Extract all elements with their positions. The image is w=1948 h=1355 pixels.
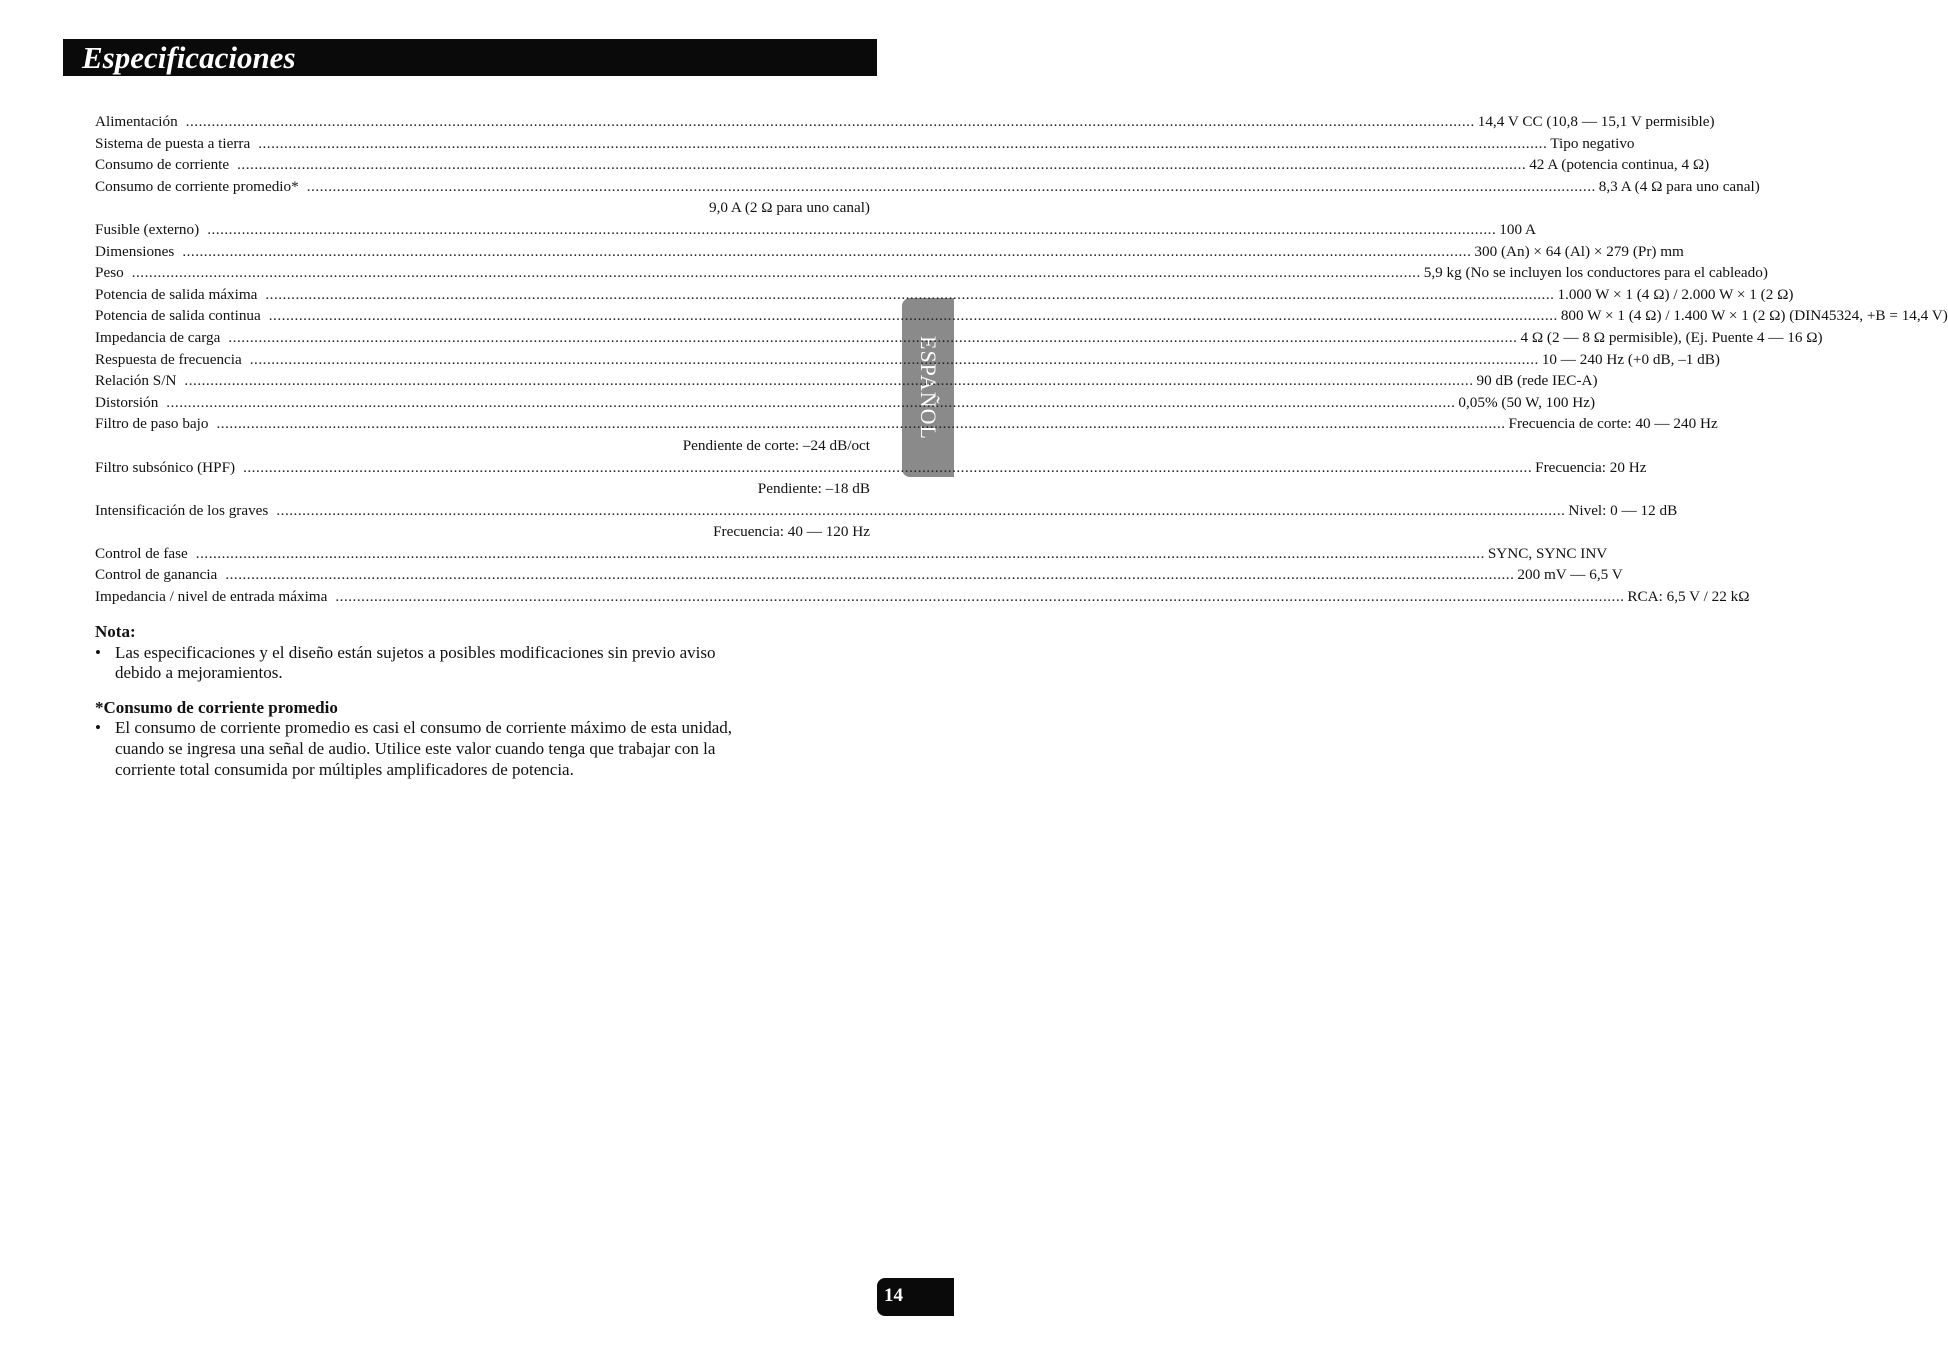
dot-leader: ............................................................................................................................................................................................................................................................................................................ <box>131 264 1421 282</box>
dot-leader: ............................................................................................................................................................................................................................................................................................................ <box>306 177 1596 195</box>
avg-current-text: El consumo de corriente promedio es casi el consumo de corriente máximo de esta unidad, cuando se ingresa una señal de audio. Utilice este valor cuando tenga que trabajar con la corriente total consumida por múltiples amplificadores de potencia. <box>115 718 732 779</box>
spec-label: Dimensiones <box>95 242 175 260</box>
spec-value: 10 — 240 Hz (+0 dB, –1 dB) <box>1541 350 1720 368</box>
dot-leader: ............................................................................................................................................................................................................................................................................................................ <box>184 372 1474 390</box>
spec-label: Fusible (externo) <box>95 220 200 238</box>
spec-label: Potencia de salida máxima <box>95 285 258 303</box>
spec-label: Relación S/N <box>95 372 177 390</box>
spec-label: Impedancia de carga <box>95 328 221 346</box>
spec-row <box>95 197 870 219</box>
spec-value: 5,9 kg (No se incluyen los conductores para el cableado) <box>1423 264 1768 282</box>
spec-row <box>95 413 1718 435</box>
spec-row <box>95 305 1948 327</box>
spec-row <box>95 349 1720 371</box>
dot-leader: ............................................................................................................................................................................................................................................................................................................ <box>243 458 1533 476</box>
avg-current-item <box>95 718 735 780</box>
spec-row <box>95 543 1608 565</box>
spec-value: 90 dB (rede IEC-A) <box>1476 372 1598 390</box>
page-title: Especificaciones <box>82 40 296 75</box>
spec-label: Intensificación de los graves <box>95 501 269 519</box>
spec-label: Respuesta de frecuencia <box>95 350 242 368</box>
page-number: 14 <box>884 1285 903 1306</box>
spec-label: Distorsión <box>95 393 159 411</box>
spec-row <box>95 521 870 543</box>
spec-value: 300 (An) × 64 (Al) × 279 (Pr) mm <box>1474 242 1684 260</box>
spec-label: Impedancia / nivel de entrada máxima <box>95 588 328 606</box>
spec-value: 800 W × 1 (4 Ω) / 1.400 W × 1 (2 Ω) (DIN45324, +B = 14,4 V) <box>1560 307 1948 325</box>
spec-row <box>95 478 870 500</box>
spec-value: SYNC, SYNC INV <box>1487 544 1608 562</box>
spec-value: 4 Ω (2 — 8 Ω permisible), (Ej. Puente 4 — 16 Ω) <box>1520 328 1823 346</box>
dot-leader: ............................................................................................................................................................................................................................................................................................................ <box>335 588 1625 606</box>
spec-label: Control de ganancia <box>95 566 218 584</box>
spec-value: 42 A (potencia continua, 4 Ω) <box>1529 156 1710 174</box>
dot-leader: ............................................................................................................................................................................................................................................................................................................ <box>228 328 1518 346</box>
page-number-badge <box>877 1278 954 1316</box>
dot-leader: ............................................................................................................................................................................................................................................................................................................ <box>207 220 1497 238</box>
spec-label: Consumo de corriente <box>95 156 230 174</box>
spec-row <box>95 154 1710 176</box>
bullet-marker: • <box>95 718 101 738</box>
spec-value: 14,4 V CC (10,8 — 15,1 V permisible) <box>1477 113 1715 130</box>
dot-leader: ............................................................................................................................................................................................................................................................................................................ <box>249 350 1539 368</box>
spec-label: Peso <box>95 264 124 282</box>
spec-value: Nivel: 0 — 12 dB <box>1568 501 1678 519</box>
dot-leader: ............................................................................................................................................................................................................................................................................................................ <box>166 393 1456 411</box>
spec-value: Frecuencia: 20 Hz <box>1535 458 1647 476</box>
spec-row <box>95 176 1760 198</box>
bullet-marker: • <box>95 642 101 662</box>
spec-value: 8,3 A (4 Ω para uno canal) <box>1598 177 1760 195</box>
spec-row <box>95 262 1768 284</box>
dot-leader: ............................................................................................................................................................................................................................................................................................................ <box>258 134 1548 152</box>
spec-label: Filtro subsónico (HPF) <box>95 458 236 476</box>
spec-value: 9,0 A (2 Ω para uno canal) <box>708 199 870 217</box>
note-heading: Nota: <box>95 622 136 641</box>
notes-section <box>95 622 735 780</box>
spec-row <box>95 457 1647 479</box>
spec-row <box>95 327 1823 349</box>
dot-leader: ............................................................................................................................................................................................................................................................................................................ <box>237 156 1527 174</box>
spec-label: Consumo de corriente promedio* <box>95 177 299 195</box>
spec-value: 1.000 W × 1 (4 Ω) / 2.000 W × 1 (2 Ω) <box>1557 285 1794 303</box>
spec-row <box>95 284 1794 306</box>
spec-value: 200 mV — 6,5 V <box>1517 566 1623 584</box>
dot-leader: ............................................................................................................................................................................................................................................................................................................ <box>265 285 1555 303</box>
spec-value: Tipo negativo <box>1550 134 1635 152</box>
spec-label: Sistema de puesta a tierra <box>95 134 251 152</box>
dot-leader: ............................................................................................................................................................................................................................................................................................................ <box>195 544 1485 562</box>
avg-current-heading: *Consumo de corriente promedio <box>95 697 338 717</box>
language-tab-label: ESPAÑOL <box>916 335 941 440</box>
spec-row <box>95 111 1715 133</box>
spec-value: Pendiente: –18 dB <box>757 480 870 498</box>
note-item <box>95 643 735 684</box>
dot-leader: ............................................................................................................................................................................................................................................................................................................ <box>276 501 1566 519</box>
spec-row <box>95 500 1678 522</box>
spec-label: Control de fase <box>95 544 188 562</box>
note-text: Las especificaciones y el diseño están sujetos a posibles modificaciones sin previo aviso debido a mejoramientos. <box>115 642 716 683</box>
spec-value: 0,05% (50 W, 100 Hz) <box>1458 393 1596 411</box>
dot-leader: ............................................................................................................................................................................................................................................................................................................ <box>216 415 1506 433</box>
spec-label: Alimentación <box>95 113 178 130</box>
spec-row <box>95 133 1635 155</box>
spec-row <box>95 564 1623 586</box>
page-header <box>63 39 877 76</box>
spec-row <box>95 370 1598 392</box>
spec-row <box>95 241 1684 263</box>
dot-leader: ............................................................................................................................................................................................................................................................................................................ <box>268 307 1558 325</box>
dot-leader: ............................................................................................................................................................................................................................................................................................................ <box>225 566 1515 584</box>
spec-row <box>95 392 1596 414</box>
spec-value: Frecuencia de corte: 40 — 240 Hz <box>1508 415 1718 433</box>
spec-label: Potencia de salida continua <box>95 307 261 325</box>
spec-row <box>95 586 1750 608</box>
spec-value: RCA: 6,5 V / 22 kΩ <box>1627 588 1750 606</box>
dot-leader: ............................................................................................................................................................................................................................................................................................................ <box>185 113 1475 130</box>
dot-leader: ............................................................................................................................................................................................................................................................................................................ <box>182 242 1472 260</box>
spec-value: Frecuencia: 40 — 120 Hz <box>713 523 870 541</box>
spec-value: Pendiente de corte: –24 dB/oct <box>682 436 870 454</box>
spec-row <box>95 435 870 457</box>
spec-label: Filtro de paso bajo <box>95 415 209 433</box>
spec-value: 100 A <box>1499 220 1536 238</box>
spec-row <box>95 219 1536 241</box>
